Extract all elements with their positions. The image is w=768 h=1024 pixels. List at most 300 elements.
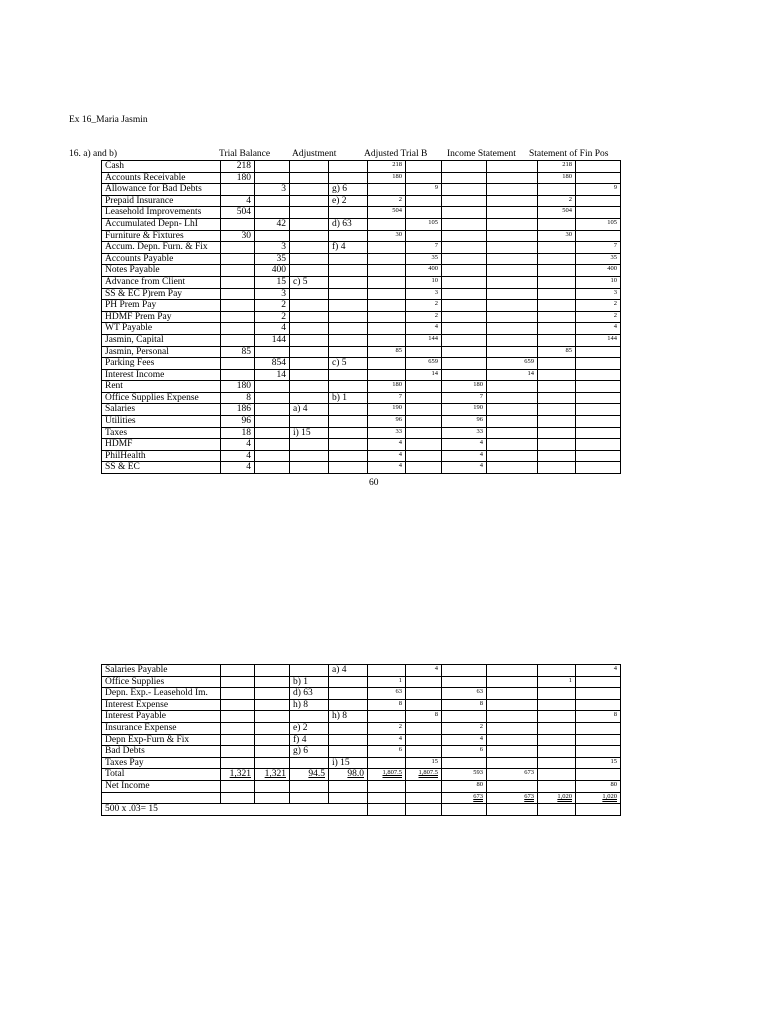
tb-credit: 3 (255, 242, 290, 254)
tb-credit: 35 (255, 253, 290, 265)
worksheet-table-2 (101, 664, 621, 816)
is-debit: 8 (442, 699, 487, 711)
adj-debit: a) 4 (290, 404, 329, 416)
table-row (102, 734, 621, 746)
atb-debit: 6 (368, 746, 406, 758)
adj-debit: g) 6 (290, 746, 329, 758)
is-credit (487, 207, 538, 219)
atb-debit-total: 1,807.5 (368, 769, 406, 781)
adj-credit (329, 207, 368, 219)
fp-debit (538, 711, 576, 723)
adj-credit: d) 63 (329, 218, 368, 230)
adj-debit: d) 63 (290, 688, 329, 700)
atb-debit: 504 (368, 207, 406, 219)
is-debit (442, 195, 487, 207)
tb-debit (221, 334, 255, 346)
tb-credit: 14 (255, 369, 290, 381)
adj-credit (329, 323, 368, 335)
table-row (102, 462, 621, 474)
adj-debit (290, 172, 329, 184)
atb-credit: 2 (406, 311, 442, 323)
table-row (102, 218, 621, 230)
atb-credit: 35 (406, 253, 442, 265)
table-row (102, 676, 621, 688)
fp-debit (538, 369, 576, 381)
table-row (102, 665, 621, 677)
empty-cell (221, 792, 255, 804)
atb-debit (368, 358, 406, 370)
atb-credit (406, 699, 442, 711)
tb-debit: 180 (221, 381, 255, 393)
tb-debit: 4 (221, 462, 255, 474)
adj-credit (329, 404, 368, 416)
fp-credit: 15 (576, 757, 621, 769)
atb-credit (406, 462, 442, 474)
is-credit (487, 427, 538, 439)
adj-debit (290, 334, 329, 346)
tb-debit (221, 746, 255, 758)
atb-debit (368, 665, 406, 677)
adj-credit (329, 253, 368, 265)
account-name: Cash (102, 161, 221, 173)
atb-credit (406, 746, 442, 758)
atb-debit: 7 (368, 392, 406, 404)
account-name: Jasmin, Personal (102, 346, 221, 358)
atb-credit: 105 (406, 218, 442, 230)
adj-debit (290, 346, 329, 358)
fp-credit (576, 195, 621, 207)
atb-debit (368, 288, 406, 300)
adj-credit (329, 699, 368, 711)
fp-debit (538, 265, 576, 277)
tb-debit: 180 (221, 172, 255, 184)
tb-debit (221, 242, 255, 254)
empty-cell (487, 780, 538, 792)
is-credit (487, 439, 538, 451)
tb-debit (221, 369, 255, 381)
tb-credit (255, 665, 290, 677)
is-debit (442, 161, 487, 173)
atb-debit: 218 (368, 161, 406, 173)
is-credit (487, 276, 538, 288)
fp-debit (538, 746, 576, 758)
atb-credit (406, 207, 442, 219)
empty-cell (221, 780, 255, 792)
fp-credit: 2 (576, 311, 621, 323)
atb-credit: 14 (406, 369, 442, 381)
is-debit (442, 369, 487, 381)
is-debit (442, 276, 487, 288)
is-credit (487, 288, 538, 300)
fp-credit (576, 734, 621, 746)
fp-credit: 35 (576, 253, 621, 265)
adj-credit (329, 300, 368, 312)
is-debit (442, 300, 487, 312)
adj-credit: g) 6 (329, 184, 368, 196)
account-name: Taxes (102, 427, 221, 439)
is-debit (442, 207, 487, 219)
adj-credit (329, 439, 368, 451)
adj-credit (329, 450, 368, 462)
is-credit (487, 334, 538, 346)
is-credit (487, 392, 538, 404)
fp-credit (576, 230, 621, 242)
tb-credit (255, 688, 290, 700)
tb-credit: 3 (255, 184, 290, 196)
fp-credit: 4 (576, 323, 621, 335)
is-debit (442, 172, 487, 184)
fp-debit (538, 450, 576, 462)
fp-credit: 2 (576, 300, 621, 312)
atb-credit (406, 688, 442, 700)
header-adjustment: Adjustment (292, 149, 337, 159)
tb-credit (255, 392, 290, 404)
is-credit (487, 253, 538, 265)
adj-debit (290, 161, 329, 173)
tb-debit (221, 288, 255, 300)
account-name: Accumulated Depn- LhI (102, 218, 221, 230)
fp-debit (538, 757, 576, 769)
fp-debit (538, 288, 576, 300)
is-credit (487, 711, 538, 723)
account-name: Office Supplies Expense (102, 392, 221, 404)
tb-credit: 4 (255, 323, 290, 335)
adj-credit (329, 722, 368, 734)
adj-credit (329, 462, 368, 474)
table-row (102, 711, 621, 723)
tb-debit: 8 (221, 392, 255, 404)
adj-credit (329, 416, 368, 428)
tb-debit (221, 699, 255, 711)
fp-credit (576, 346, 621, 358)
tb-debit: 186 (221, 404, 255, 416)
adj-debit (290, 450, 329, 462)
fp-credit (576, 381, 621, 393)
is-credit: 14 (487, 369, 538, 381)
fp-credit (576, 392, 621, 404)
atb-credit (406, 172, 442, 184)
tb-credit (255, 207, 290, 219)
is-credit (487, 746, 538, 758)
fp-debit: 180 (538, 172, 576, 184)
adj-credit (329, 230, 368, 242)
fp-debit (538, 665, 576, 677)
fp-debit (538, 439, 576, 451)
atb-credit: 4 (406, 323, 442, 335)
atb-debit: 8 (368, 699, 406, 711)
fp-debit: 1 (538, 676, 576, 688)
fp-debit: 2 (538, 195, 576, 207)
tb-credit (255, 699, 290, 711)
atb-credit: 9 (406, 184, 442, 196)
account-name: Taxes Pay (102, 757, 221, 769)
fp-debit (538, 323, 576, 335)
fp-credit (576, 207, 621, 219)
account-name: Interest Income (102, 369, 221, 381)
empty-cell (406, 792, 442, 804)
fp-credit (576, 427, 621, 439)
is-credit (487, 265, 538, 277)
is-credit (487, 676, 538, 688)
adj-debit (290, 665, 329, 677)
table-row (102, 300, 621, 312)
account-name: Depn. Exp.- Leasehold Im. (102, 688, 221, 700)
fp-debit (538, 404, 576, 416)
tb-credit (255, 439, 290, 451)
fp-credit: 4 (576, 665, 621, 677)
tb-debit-total: 1,321 (221, 769, 255, 781)
is-credit (487, 404, 538, 416)
atb-debit: 4 (368, 734, 406, 746)
table-row (102, 746, 621, 758)
tb-debit (221, 757, 255, 769)
atb-debit: 180 (368, 381, 406, 393)
atb-credit (406, 722, 442, 734)
table-row (102, 172, 621, 184)
empty-cell (255, 780, 290, 792)
header-trial-balance: Trial Balance (219, 149, 271, 159)
fp-credit: 105 (576, 218, 621, 230)
adj-credit (329, 381, 368, 393)
adj-credit (329, 172, 368, 184)
adj-credit (329, 369, 368, 381)
account-name: Interest Expense (102, 699, 221, 711)
tb-debit (221, 184, 255, 196)
fp-debit (538, 381, 576, 393)
is-debit (442, 311, 487, 323)
table-row (102, 381, 621, 393)
table-row (102, 311, 621, 323)
adj-debit (290, 300, 329, 312)
empty-cell (255, 792, 290, 804)
tb-debit: 96 (221, 416, 255, 428)
tb-debit: 18 (221, 427, 255, 439)
fp-debit (538, 358, 576, 370)
fp-credit: 8 (576, 711, 621, 723)
is-debit: 7 (442, 392, 487, 404)
atb-debit (368, 711, 406, 723)
fp-debit (538, 218, 576, 230)
fp-debit (538, 242, 576, 254)
atb-debit: 4 (368, 439, 406, 451)
fp-credit: 9 (576, 184, 621, 196)
tb-credit (255, 346, 290, 358)
question-number: 16. a) and b) (69, 149, 118, 159)
account-name: Notes Payable (102, 265, 221, 277)
tb-credit: 400 (255, 265, 290, 277)
is-credit (487, 184, 538, 196)
adj-credit: a) 4 (329, 665, 368, 677)
table-row (102, 450, 621, 462)
atb-debit (368, 253, 406, 265)
adj-debit (290, 757, 329, 769)
account-name: Interest Payable (102, 711, 221, 723)
fp-credit (576, 404, 621, 416)
tb-credit (255, 734, 290, 746)
adj-debit (290, 439, 329, 451)
adj-credit (329, 265, 368, 277)
tb-credit (255, 427, 290, 439)
tb-credit (255, 711, 290, 723)
table-row (102, 161, 621, 173)
tb-debit (221, 722, 255, 734)
atb-credit (406, 676, 442, 688)
empty-cell (576, 804, 621, 816)
net-income-row (102, 780, 621, 792)
adj-credit (329, 427, 368, 439)
empty-cell (406, 780, 442, 792)
atb-credit: 3 (406, 288, 442, 300)
account-name: Accounts Receivable (102, 172, 221, 184)
adj-credit-total: 98.0 (329, 769, 368, 781)
tb-credit (255, 676, 290, 688)
adj-debit: b) 1 (290, 676, 329, 688)
atb-debit (368, 242, 406, 254)
computation-note: 500 x .03= 15 (102, 804, 368, 816)
fp-credit (576, 416, 621, 428)
adj-debit (290, 230, 329, 242)
account-name: Accounts Payable (102, 253, 221, 265)
tb-debit (221, 734, 255, 746)
is-debit: 4 (442, 462, 487, 474)
is-debit (442, 711, 487, 723)
adj-credit (329, 288, 368, 300)
fp-debit (538, 427, 576, 439)
fp-credit: 3 (576, 288, 621, 300)
atb-credit (406, 404, 442, 416)
is-debit: 190 (442, 404, 487, 416)
fp-debit (538, 688, 576, 700)
is-debit: 63 (442, 688, 487, 700)
account-name: Office Supplies (102, 676, 221, 688)
empty-cell (290, 780, 329, 792)
tb-credit (255, 746, 290, 758)
tb-debit: 4 (221, 195, 255, 207)
adj-credit (329, 311, 368, 323)
adj-credit: e) 2 (329, 195, 368, 207)
fp-debit (538, 184, 576, 196)
atb-credit (406, 439, 442, 451)
note-row (102, 804, 621, 816)
account-name: Salaries Payable (102, 665, 221, 677)
adj-debit (290, 369, 329, 381)
fp-credit-total (576, 769, 621, 781)
table-row (102, 276, 621, 288)
atb-credit (406, 381, 442, 393)
table-row (102, 265, 621, 277)
tb-credit (255, 161, 290, 173)
is-credit: 659 (487, 358, 538, 370)
tb-debit (221, 358, 255, 370)
fp-debit (538, 734, 576, 746)
account-name: Jasmin, Capital (102, 334, 221, 346)
fp-credit (576, 358, 621, 370)
tb-debit (221, 311, 255, 323)
atb-credit (406, 427, 442, 439)
adj-debit (290, 323, 329, 335)
is-debit-total: 593 (442, 769, 487, 781)
page-number: 60 (369, 478, 379, 488)
atb-credit (406, 416, 442, 428)
table-row (102, 699, 621, 711)
atb-debit (368, 311, 406, 323)
adj-debit (290, 265, 329, 277)
empty-cell (368, 780, 406, 792)
atb-credit (406, 195, 442, 207)
fp-debit: 30 (538, 230, 576, 242)
atb-credit (406, 450, 442, 462)
account-name: Furniture & Fixtures (102, 230, 221, 242)
atb-debit (368, 184, 406, 196)
table-row (102, 439, 621, 451)
is-debit (442, 242, 487, 254)
account-name: HDMF Prem Pay (102, 311, 221, 323)
empty-cell (538, 804, 576, 816)
is-debit: 33 (442, 427, 487, 439)
adj-debit (290, 358, 329, 370)
fp-debit: 504 (538, 207, 576, 219)
atb-credit: 144 (406, 334, 442, 346)
atb-credit: 659 (406, 358, 442, 370)
tb-credit: 2 (255, 300, 290, 312)
adj-credit (329, 688, 368, 700)
adj-debit (290, 392, 329, 404)
atb-credit (406, 734, 442, 746)
tb-credit-total: 1,321 (255, 769, 290, 781)
empty-cell (487, 804, 538, 816)
atb-debit: 4 (368, 462, 406, 474)
fp-credit: 7 (576, 242, 621, 254)
table-row (102, 253, 621, 265)
adj-debit: h) 8 (290, 699, 329, 711)
table-row (102, 688, 621, 700)
is-credit (487, 161, 538, 173)
tb-credit (255, 722, 290, 734)
atb-debit: 2 (368, 722, 406, 734)
is-credit (487, 323, 538, 335)
fp-debit (538, 722, 576, 734)
atb-debit (368, 334, 406, 346)
fp-credit (576, 699, 621, 711)
header-income-statement: Income Statement (447, 149, 516, 159)
table-row (102, 323, 621, 335)
fp-credit (576, 462, 621, 474)
table-row (102, 288, 621, 300)
table-row (102, 416, 621, 428)
empty-cell (538, 780, 576, 792)
atb-credit: 8 (406, 711, 442, 723)
is-credit (487, 462, 538, 474)
adj-credit: i) 15 (329, 757, 368, 769)
fp-debit (538, 300, 576, 312)
tb-credit: 144 (255, 334, 290, 346)
adj-debit (290, 218, 329, 230)
atb-debit (368, 757, 406, 769)
atb-credit-total: 1,807.5 (406, 769, 442, 781)
fp-credit (576, 722, 621, 734)
fp-credit: 400 (576, 265, 621, 277)
empty-cell (368, 792, 406, 804)
adj-debit: f) 4 (290, 734, 329, 746)
account-name: Salaries (102, 404, 221, 416)
account-name: SS & EC P)rem Pay (102, 288, 221, 300)
adj-credit (329, 734, 368, 746)
table-row (102, 334, 621, 346)
atb-credit (406, 392, 442, 404)
is-debit (442, 288, 487, 300)
is-debit (442, 334, 487, 346)
atb-debit: 33 (368, 427, 406, 439)
